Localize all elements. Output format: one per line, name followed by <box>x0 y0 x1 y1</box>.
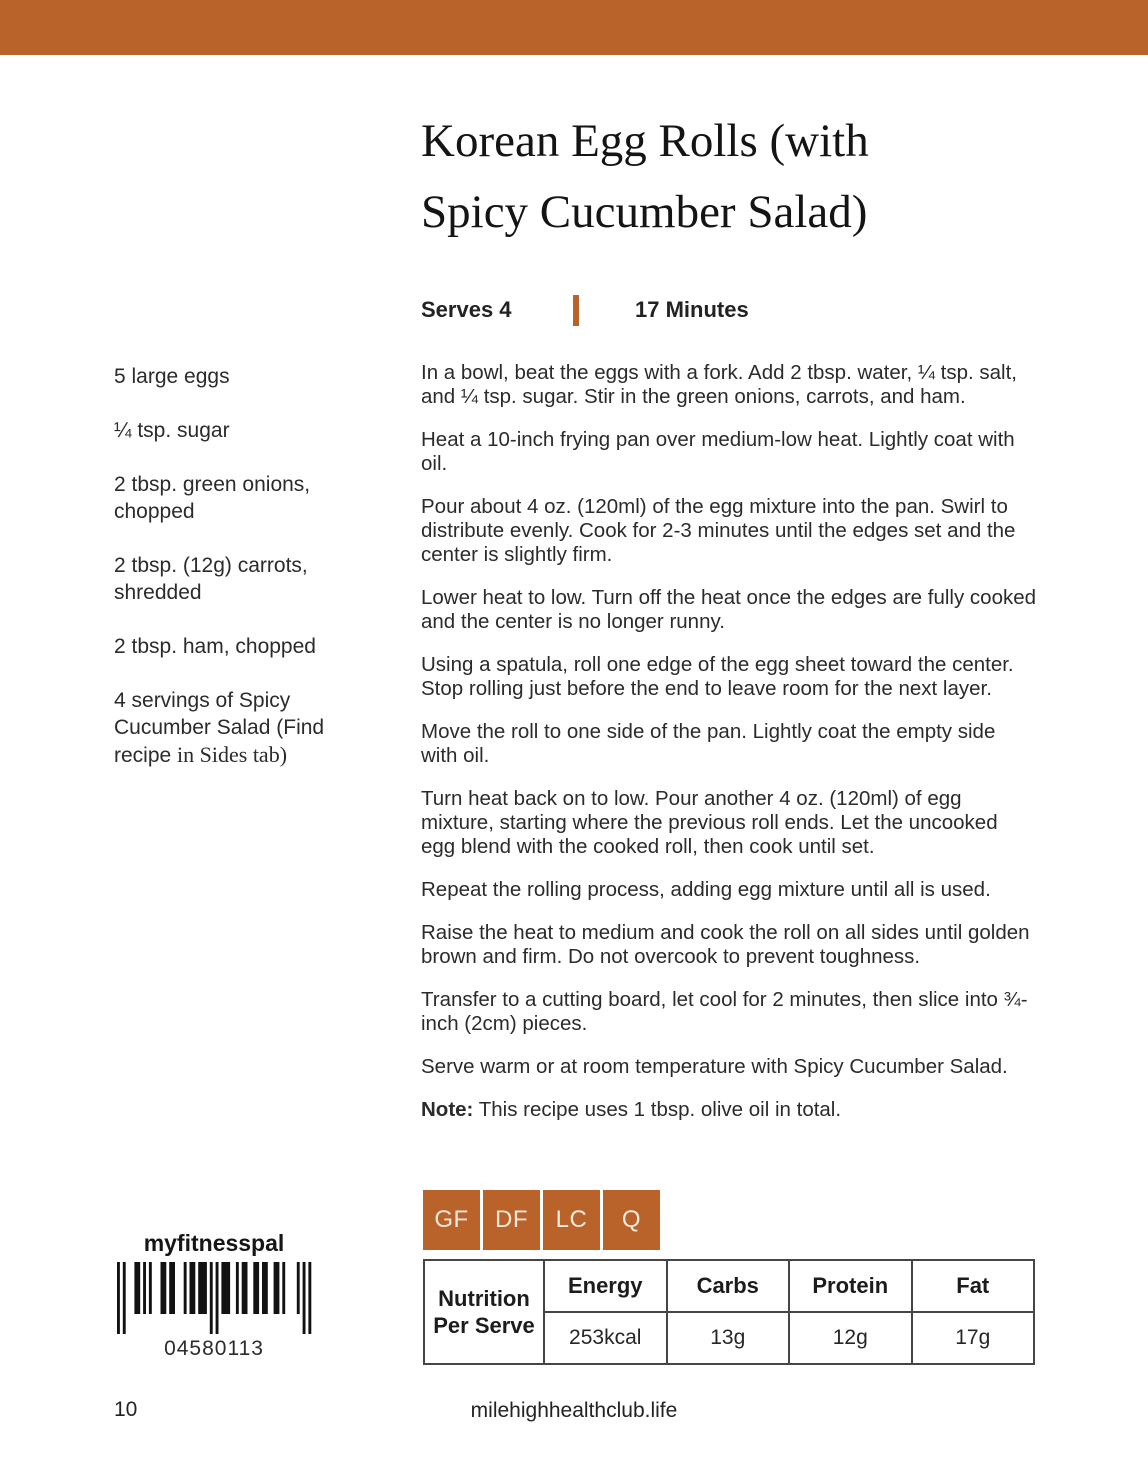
page-title-line2: Spicy Cucumber Salad) <box>421 186 868 238</box>
barcode-number: 04580113 <box>164 1337 264 1360</box>
serves-label: Serves 4 <box>421 297 512 322</box>
badge-dairy-free: DF <box>483 1190 540 1250</box>
ingredient-item: 2 tbsp. green onions, chopped <box>114 473 311 523</box>
note-text: This recipe uses 1 tbsp. olive oil in total. <box>478 1098 842 1121</box>
nutrition-val-carbs: 13g <box>667 1312 790 1364</box>
page-number: 10 <box>114 1398 138 1421</box>
barcode-brand-label: myfitnesspal <box>143 1230 285 1256</box>
header-accent-bar <box>0 0 1148 55</box>
nutrition-table <box>423 1259 1035 1365</box>
nutrition-val-protein: 12g <box>789 1312 912 1364</box>
ingredient-text: 4 servings of Spicy Cucumber Salad (Find recipe <box>114 689 325 767</box>
ingredient-item: 5 large eggs <box>114 365 230 388</box>
badge-low-carb: LC <box>543 1190 600 1250</box>
instructions <box>421 361 1037 1141</box>
page-title-line1: Korean Egg Rolls (with <box>421 115 869 167</box>
instruction-step: Transfer to a cutting board, let cool for 2 minutes, then slice into ¾-inch (2cm) pieces. <box>421 988 1028 1035</box>
instruction-step: Heat a 10-inch frying pan over medium-low heat. Lightly coat with oil. <box>421 428 1015 475</box>
page-title <box>421 106 1046 248</box>
nutrition-label: Nutrition Per Serve <box>424 1260 544 1364</box>
barcode-block <box>114 1230 314 1361</box>
instruction-step: Serve warm or at room temperature with Spicy Cucumber Salad. <box>421 1055 1008 1078</box>
nutrition-col-carbs: Carbs <box>667 1260 790 1312</box>
nutrition-col-protein: Protein <box>789 1260 912 1312</box>
ingredient-text-serif: in Sides tab) <box>177 742 288 767</box>
nutrition-val-energy: 253kcal <box>544 1312 667 1364</box>
ingredient-item: 2 tbsp. (12g) carrots, shredded <box>114 554 308 604</box>
instruction-step: Raise the heat to medium and cook the roll on all sides until golden brown and firm. Do not overcook to prevent toughness. <box>421 921 1030 968</box>
meta-divider <box>573 295 579 326</box>
badge-quick: Q <box>603 1190 660 1250</box>
instruction-step: Using a spatula, roll one edge of the egg sheet toward the center. Stop rolling just before the end to leave room for the next layer. <box>421 653 1014 700</box>
instruction-step: Lower heat to low. Turn off the heat once the edges are fully cooked and the center is no longer runny. <box>421 586 1037 633</box>
nutrition-val-fat: 17g <box>912 1312 1035 1364</box>
instruction-step: Repeat the rolling process, adding egg mixture until all is used. <box>421 878 991 901</box>
barcode <box>114 1262 314 1334</box>
recipe-note <box>421 1098 1037 1122</box>
time-label: 17 Minutes <box>635 297 749 322</box>
ingredient-item <box>114 687 364 769</box>
footer-site-url: milehighhealthclub.life <box>470 1399 678 1422</box>
nutrition-col-fat: Fat <box>912 1260 1035 1312</box>
instruction-step: Move the roll to one side of the pan. Lightly coat the empty side with oil. <box>421 720 996 767</box>
diet-badges <box>423 1190 660 1250</box>
ingredient-item: 2 tbsp. ham, chopped <box>114 635 316 658</box>
instruction-step: Pour about 4 oz. (120ml) of the egg mixture into the pan. Swirl to distribute evenly. Cook for 2-3 minutes until the edges set and the center is slightly firm. <box>421 495 1016 566</box>
badge-gluten-free: GF <box>423 1190 480 1250</box>
nutrition-col-energy: Energy <box>544 1260 667 1312</box>
ingredient-item: ¼ tsp. sugar <box>114 419 230 442</box>
recipe-meta <box>421 295 1037 329</box>
note-label: Note: <box>421 1098 474 1121</box>
instruction-step: Turn heat back on to low. Pour another 4 oz. (120ml) of egg mixture, starting where the previous roll ends. Let the uncooked egg blend with the cooked roll, then cook until set. <box>421 787 998 858</box>
ingredients-list <box>114 363 364 796</box>
instruction-step: In a bowl, beat the eggs with a fork. Add 2 tbsp. water, ¼ tsp. salt, and ¼ tsp. sugar. Stir in the green onions, carrots, and ham. <box>421 361 1017 408</box>
